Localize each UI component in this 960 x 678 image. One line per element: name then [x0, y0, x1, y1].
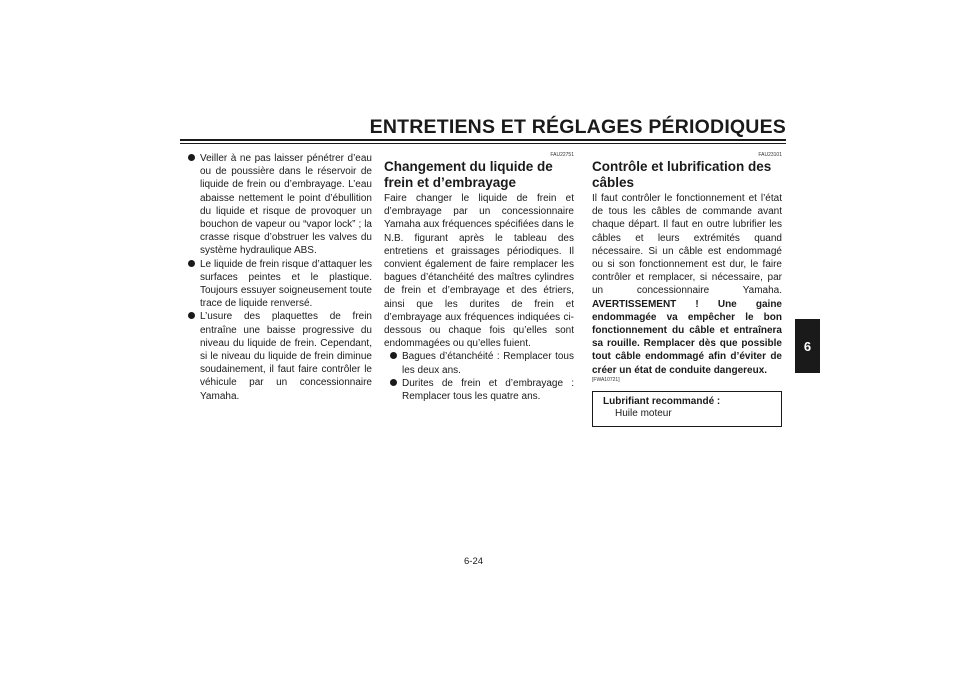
section-body [592, 192, 782, 377]
header-rule-thick [180, 139, 786, 141]
lubricant-box-title: Lubrifiant recommandé : [603, 395, 721, 407]
bullet-text: Durites de frein et d’embrayage : Remplacer tous les quatre ans. [402, 377, 574, 403]
bullet-text: L’usure des plaquettes de frein entraîne une baisse progressive du niveau du liquide de frein. Cependant, si le niveau du liquide de frein diminue soudainement, il faut faire contrôler le véhicule par un concessionnaire Yamaha. [200, 311, 372, 402]
section-title: Changement du liquide de frein et d’embrayage [384, 159, 553, 190]
bullet-dot-icon [188, 260, 195, 267]
section-title: Contrôle et lubrification des câbles [592, 159, 772, 190]
bullet-dot-icon [188, 312, 195, 319]
section-code: FAU22751 [550, 152, 574, 158]
chapter-tab: 6 [795, 319, 820, 373]
section-code: FAU23101 [758, 152, 782, 158]
left-bullet-list [182, 152, 372, 403]
bullet-item [182, 258, 372, 311]
bullet-text: Veiller à ne pas laisser pénétrer d’eau ou de poussière dans le réservoir de liquide de frein ou d’embrayage. L’eau abaisse nettement le point d’ébullition du liquide et risque de provoquer un bouchon de vapeur ou “vapor lock” ; la crasse risque d’obstruer les valves du système hydraulique ABS. [200, 153, 372, 257]
right-column [592, 152, 782, 427]
bullet-item [384, 350, 574, 376]
warning-code: [FWA10721] [592, 376, 620, 383]
lubricant-box [592, 391, 782, 427]
bullet-item [384, 377, 574, 403]
bullet-text: Le liquide de frein risque d’attaquer les surfaces peintes et le plastique. Toujours essuyer soigneusement toute trace de liquide renversé. [200, 258, 372, 310]
middle-bullet-list [384, 350, 574, 403]
bullet-text: Bagues d’étanchéité : Remplacer tous les deux ans. [402, 351, 574, 376]
page-number: 6-24 [464, 556, 484, 567]
bullet-dot-icon [390, 352, 397, 359]
section-body: Faire changer le liquide de frein et d’embrayage par un concessionnaire Yamaha aux fréquences spécifiées dans le N.B. figurant après le tableau des entretiens et graissages périodiques. Il convient également de faire remplacer les bagues d’étanchéité des maîtres cylindres de frein et d’embrayage et des étriers, ainsi que les durites de frein et d’embrayage aux fréquences indiquées ci-dessous ou chaque fois qu’elles sont endommagées ou qu’elles fuient. [384, 193, 574, 350]
lubricant-box-value: Huile moteur [615, 407, 672, 419]
middle-column [384, 152, 574, 403]
bullet-dot-icon [188, 154, 195, 161]
bullet-item [182, 152, 372, 258]
left-column [182, 152, 372, 403]
bullet-item [182, 310, 372, 402]
header-rule-thin [180, 143, 786, 144]
bullet-dot-icon [390, 379, 397, 386]
warning-text: AVERTISSEMENT ! Une gaine endommagée va empêcher le bon fonctionnement du câble et entraînera sa rouille. Remplacer dès que possible tout câble endommagé afin d’éviter de créer un état de conduite dangereux. [592, 298, 782, 376]
page-header-title: ENTRETIENS ET RÉGLAGES PÉRIODIQUES [369, 116, 786, 138]
section-body-text: Il faut contrôler le fonctionnement et l’état de tous les câbles de commande avant chaque départ. Il faut en outre lubrifier les câbles et leurs extrémités quand nécessaire. Si un câble est endommagé ou si son fonctionnement est dur, le faire contrôler et remplacer, si nécessaire, par un concessionnaire Yamaha. [592, 193, 782, 297]
